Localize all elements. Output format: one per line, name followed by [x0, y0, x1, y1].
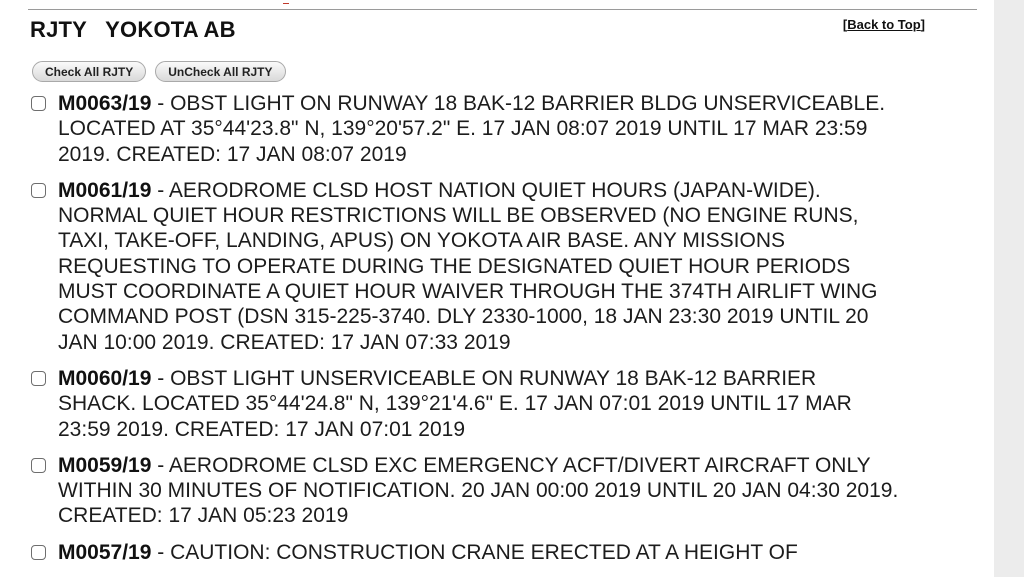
right-gutter	[994, 0, 1024, 577]
notam-item	[30, 540, 900, 565]
notam-item	[30, 91, 900, 167]
check-all-button[interactable]: Check All RJTY	[32, 61, 146, 82]
notam-text: - OBST LIGHT ON RUNWAY 18 BAK-12 BARRIER BLDG UNSERVICEABLE. LOCATED AT 35°44'23.8" N, 139°20'57.2" E. 17 JAN 08:07 2019 UNTIL 17 MAR 23:59 2019. CREATED: 17 JAN 08:07 2019	[58, 92, 886, 166]
notam-text: - AERODROME CLSD EXC EMERGENCY ACFT/DIVERT AIRCRAFT ONLY WITHIN 30 MINUTES OF NOTIFICATION. 20 JAN 00:00 2019 UNTIL 20 JAN 04:30 2019. CREATED: 17 JAN 05:23 2019	[58, 453, 899, 528]
notam-text: - CAUTION: CONSTRUCTION CRANE ERECTED AT A HEIGHT OF	[151, 540, 798, 564]
back-to-top-close-bracket: ]	[920, 17, 925, 32]
notam-id: M0059/19	[58, 453, 152, 477]
airport-header	[30, 15, 925, 45]
uncheck-all-button[interactable]: UnCheck All RJTY	[155, 61, 285, 82]
notam-checkbox[interactable]	[31, 545, 46, 560]
notam-text: - OBST LIGHT UNSERVICEABLE ON RUNWAY 18 BAK-12 BARRIER SHACK. LOCATED 35°44'24.8" N, 139°21'4.6" E. 17 JAN 07:01 2019 UNTIL 17 MAR 23:59 2019. CREATED: 17 JAN 07:01 2019	[58, 366, 852, 441]
section-divider	[28, 9, 977, 10]
notam-item	[30, 178, 900, 355]
notam-text: - AERODROME CLSD HOST NATION QUIET HOURS (JAPAN-WIDE). NORMAL QUIET HOUR RESTRICTIONS WILL BE OBSERVED (NO ENGINE RUNS, TAXI, TAKE-OFF, LANDING, APUS) ON YOKOTA AIR BASE. ANY MISSIONS REQUESTING TO OPERATE DURING THE DESIGNATED QUIET HOUR PERIODS MUST COORDINATE A QUIET HOUR WAIVER THROUGH THE 374TH AIRLIFT WING COMMAND POST (DSN 315-225-3740. DLY 2330-1000, 18 JAN 23:30 2019 UNTIL 20 JAN 10:00 2019. CREATED: 17 JAN 07:33 2019	[58, 178, 878, 354]
notam-id: M0060/19	[58, 366, 152, 390]
notam-id: M0061/19	[58, 178, 152, 202]
notam-checkbox[interactable]	[31, 458, 46, 473]
notam-checkbox[interactable]	[31, 371, 46, 386]
notam-item	[30, 366, 900, 442]
notam-checkbox[interactable]	[31, 183, 46, 198]
top-red-mark	[283, 0, 289, 4]
notam-list	[30, 91, 900, 576]
back-to-top-link[interactable]: Back to Top	[847, 17, 921, 32]
back-to-top-open-bracket: [	[842, 17, 848, 32]
notam-checkbox[interactable]	[31, 96, 46, 111]
notam-item	[30, 453, 900, 529]
notam-id: M0057/19	[58, 540, 152, 564]
back-to-top	[843, 17, 925, 32]
airport-title: RJTY YOKOTA AB	[30, 17, 236, 42]
notam-id: M0063/19	[58, 92, 152, 115]
check-button-row	[32, 61, 295, 83]
